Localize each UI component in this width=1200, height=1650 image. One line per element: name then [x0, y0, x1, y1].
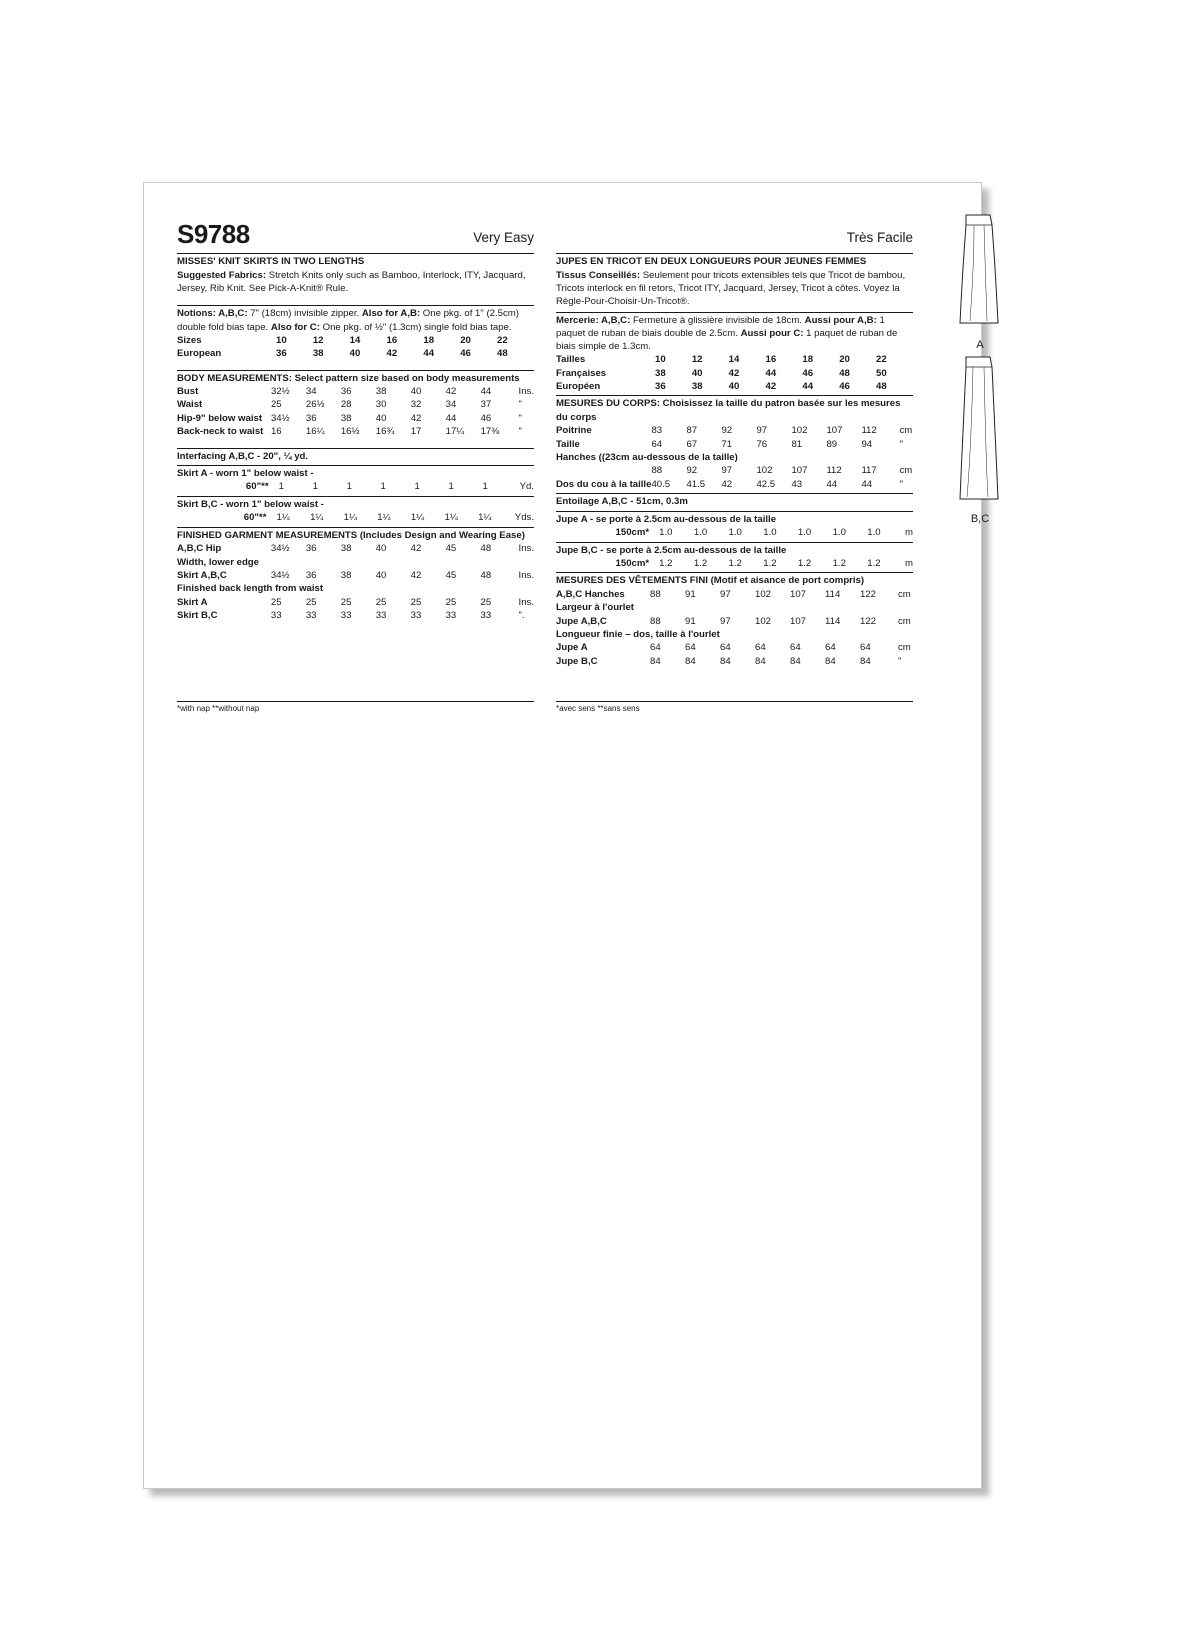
unit-cell: cm: [899, 425, 913, 437]
table-cell: 34: [445, 399, 457, 411]
table-cell: 42: [386, 348, 398, 360]
table-cell: 25: [410, 596, 422, 608]
table-cell: 1.2: [763, 557, 777, 569]
body-measurements-title: BODY MEASUREMENTS: Select pattern size based on body measurements: [177, 372, 520, 384]
table-cell: 25: [375, 596, 387, 608]
row-label: Skirt A,B,C: [177, 569, 227, 581]
table-cell: 16¼: [305, 426, 325, 438]
table-cell: 36: [305, 569, 317, 581]
row-label: Jupe A,B,C: [556, 615, 607, 627]
table-cell: 107: [790, 588, 807, 600]
table-cell: 42.5: [756, 478, 776, 490]
unit-cell: cm: [898, 642, 911, 654]
unit-cell: ": [898, 655, 902, 667]
pattern-title-fr: JUPES EN TRICOT EN DEUX LONGUEURS POUR JEUNES FEMMES: [556, 256, 867, 267]
table-cell: 25: [480, 596, 492, 608]
table-cell: 1: [482, 481, 488, 493]
table-cell: 14: [349, 334, 361, 346]
table-cell: 41.5: [686, 478, 706, 490]
row-label: [556, 464, 651, 477]
skirt-bc-yardage-title-fr: Jupe B,C - se porte à 2.5cm au-dessous de la taille: [556, 544, 787, 556]
table-row: [556, 367, 913, 380]
table-cell: 1.0: [832, 527, 846, 539]
view-a-label: A: [976, 339, 984, 351]
row-label: Waist: [177, 399, 203, 411]
table-cell: 33: [445, 610, 457, 622]
skirt-a-yardage-title-fr: Jupe A - se porte à 2.5cm au-dessous de la taille: [556, 513, 777, 525]
skirt-bc-yardage-table: [177, 511, 534, 524]
table-cell: 38: [654, 367, 666, 379]
table-cell: 40.5: [651, 478, 671, 490]
notions-fr: Mercerie: A,B,C: Fermeture à glissière invisible de 18cm. Aussi pour A,B: 1 paquet de ruban de biais double de 2.5cm. Aussi pour C: 1 paquet de ruban de biais simple de 1.3cm.: [556, 314, 898, 353]
table-cell: 25: [445, 596, 457, 608]
table-cell: 1: [448, 481, 454, 493]
table-cell: 16: [386, 334, 398, 346]
view-bc-label: B,C: [970, 513, 990, 525]
table-row: [177, 425, 534, 438]
table-cell: 1.0: [693, 527, 708, 539]
table-cell: 46: [460, 348, 471, 360]
table-cell: 34½: [270, 569, 290, 581]
table-cell: 48: [480, 569, 492, 581]
table-cell: 1¼: [444, 512, 458, 524]
table-cell: 44: [765, 367, 777, 379]
table-cell: 44: [423, 348, 435, 360]
table-cell: 48: [839, 367, 850, 379]
table-cell: 20: [839, 354, 850, 366]
table-row: [556, 438, 913, 451]
table-cell: 42: [765, 381, 777, 393]
table-row: [177, 480, 534, 493]
table-cell: 64: [685, 642, 696, 654]
table-row: [177, 569, 534, 582]
table-cell: 33: [305, 610, 317, 622]
table-cell: 40: [691, 367, 703, 379]
table-cell: 40: [728, 381, 740, 393]
table-cell: 10: [275, 334, 287, 346]
table-cell: 36: [305, 412, 317, 424]
table-cell: 32½: [270, 386, 290, 398]
table-cell: 64: [860, 642, 871, 654]
table-cell: 25: [270, 399, 282, 411]
unit-cell: ": [899, 478, 903, 490]
table-cell: 92: [721, 425, 733, 437]
table-row: [556, 641, 913, 654]
table-cell: 46: [480, 412, 492, 424]
row-label: 60"**: [245, 481, 269, 493]
table-cell: 1: [312, 481, 318, 493]
row-label: A,B,C Hanches: [556, 588, 625, 600]
difficulty-label-fr: Très Facile: [846, 230, 913, 245]
table-cell: 40: [410, 386, 422, 398]
table-cell: 1¼: [377, 512, 391, 524]
table-cell: 1: [278, 481, 284, 493]
skirt-bc-yardage-table-fr: [556, 557, 913, 570]
table-row: [177, 385, 534, 398]
table-cell: 36: [654, 381, 666, 393]
pattern-title: MISSES' KNIT SKIRTS IN TWO LENGTHS: [177, 256, 365, 267]
table-cell: 102: [755, 615, 772, 627]
table-cell: 33: [270, 610, 282, 622]
table-cell: 42: [410, 569, 422, 581]
row-label: Back-neck to waist: [177, 426, 264, 438]
table-cell: 64: [720, 642, 731, 654]
table-cell: 42: [410, 412, 422, 424]
table-cell: 1¼: [310, 512, 324, 524]
sizes-table: [177, 334, 534, 361]
table-cell: 92: [686, 465, 698, 477]
table-cell: 1¼: [343, 512, 358, 524]
table-cell: 33: [375, 610, 387, 622]
unit-cell: Yd.: [519, 481, 534, 493]
unit-cell: Ins.: [518, 569, 534, 581]
skirt-bc-yardage-title: Skirt B,C - worn 1" below waist -: [177, 498, 324, 510]
table-cell: 16½: [340, 426, 360, 438]
table-cell: 44: [861, 478, 873, 490]
table-row: [177, 596, 534, 609]
table-cell: 42: [445, 386, 457, 398]
skirt-a-yardage-title: Skirt A - worn 1" below waist -: [177, 468, 314, 480]
table-cell: 46: [802, 367, 814, 379]
table-row: [556, 526, 913, 539]
row-label: 60"**: [243, 512, 267, 524]
table-cell: 33: [340, 610, 352, 622]
body-measurements-title-fr: MESURES DU CORPS: Choisissez la taille du patron basée sur les mesures du corps: [556, 398, 901, 423]
table-cell: 30: [375, 399, 387, 411]
table-cell: 97: [756, 425, 768, 437]
table-cell: 25: [270, 596, 282, 608]
table-cell: 26½: [305, 399, 325, 411]
difficulty-label: Very Easy: [473, 230, 534, 245]
table-cell: 1.2: [797, 557, 812, 569]
table-cell: 122: [860, 588, 877, 600]
row-label: Hanches ((23cm au-dessous de la taille): [556, 452, 738, 464]
skirt-bc-sketch: [954, 353, 1004, 503]
table-row: [556, 424, 913, 437]
table-cell: 36: [275, 348, 287, 360]
row-label: Dos du cou à la taille: [556, 478, 652, 490]
table-cell: 34: [305, 386, 317, 398]
table-cell: 1.0: [867, 527, 881, 539]
table-cell: 71: [721, 438, 733, 450]
table-cell: 37: [480, 399, 492, 411]
table-cell: 22: [876, 354, 887, 366]
table-cell: 40: [375, 569, 387, 581]
table-cell: 64: [755, 642, 766, 654]
row-label: Bust: [177, 386, 199, 398]
table-cell: 114: [825, 615, 841, 627]
unit-cell: Ins.: [518, 596, 534, 608]
table-cell: 64: [651, 438, 663, 450]
table-cell: 36: [305, 543, 317, 555]
table-cell: 20: [460, 334, 471, 346]
row-label: Européen: [556, 381, 601, 393]
row-label: European: [177, 348, 222, 360]
unit-cell: m: [905, 527, 913, 539]
unit-cell: m: [905, 557, 913, 569]
finished-measurements-title: FINISHED GARMENT MEASUREMENTS (Includes Design and Wearing Ease): [177, 529, 525, 541]
table-cell: 16¾: [375, 426, 395, 438]
table-cell: 107: [791, 465, 808, 477]
unit-cell: ".: [518, 610, 525, 622]
table-cell: 38: [340, 569, 352, 581]
row-label: Skirt A: [177, 596, 208, 608]
table-cell: 32: [410, 399, 422, 411]
table-cell: 16: [765, 354, 777, 366]
table-cell: 1.0: [728, 527, 742, 539]
table-row: [177, 347, 534, 360]
body-measurements-table: [177, 385, 534, 439]
table-cell: 84: [755, 655, 766, 667]
table-cell: 17¼: [445, 426, 465, 438]
table-cell: 81: [791, 438, 803, 450]
table-row: [177, 582, 534, 595]
table-cell: 33: [480, 610, 492, 622]
table-cell: 83: [651, 425, 663, 437]
unit-cell: Ins.: [518, 543, 534, 555]
row-label: Skirt B,C: [177, 610, 218, 622]
table-row: [556, 601, 913, 614]
table-row: [177, 609, 534, 622]
table-cell: 1: [414, 481, 420, 493]
finished-measurements-table-fr: [556, 588, 913, 668]
row-label: Taille: [556, 438, 580, 450]
table-cell: 122: [860, 615, 877, 627]
table-cell: 38: [375, 386, 387, 398]
table-cell: 17: [410, 426, 422, 438]
table-cell: 88: [651, 465, 663, 477]
table-cell: 107: [826, 425, 843, 437]
interfacing: Interfacing A,B,C - 20", ¼ yd.: [177, 450, 309, 462]
row-label: 150cm*: [615, 527, 650, 539]
interfacing-fr: Entoilage A,B,C - 51cm, 0.3m: [556, 496, 688, 508]
table-cell: 97: [721, 465, 733, 477]
unit-cell: ": [899, 438, 903, 450]
table-cell: 64: [790, 642, 801, 654]
table-row: [177, 556, 534, 569]
table-row: [556, 615, 913, 628]
skirt-a-yardage-table-fr: [556, 526, 913, 539]
table-cell: 107: [790, 615, 807, 627]
table-cell: 1: [346, 481, 352, 493]
table-cell: 67: [686, 438, 698, 450]
table-cell: 44: [826, 478, 838, 490]
table-cell: 88: [650, 588, 661, 600]
pattern-number: S9788: [177, 219, 250, 249]
unit-cell: cm: [899, 465, 913, 477]
table-cell: 33: [410, 610, 422, 622]
table-cell: 87: [686, 425, 698, 437]
table-row: [177, 412, 534, 425]
table-cell: 12: [312, 334, 324, 346]
unit-cell: Yds.: [514, 512, 534, 524]
table-cell: 1¼: [478, 512, 492, 524]
table-cell: 17⅜: [480, 426, 500, 438]
table-cell: 84: [825, 655, 836, 667]
row-label: Finished back length from waist: [177, 583, 324, 595]
table-cell: 112: [861, 425, 877, 437]
table-cell: 94: [861, 438, 873, 450]
row-label: Poitrine: [556, 425, 592, 437]
table-cell: 1.0: [797, 527, 812, 539]
row-label: Jupe B,C: [556, 655, 598, 667]
table-cell: 84: [790, 655, 801, 667]
table-cell: 38: [312, 348, 324, 360]
table-row: [556, 478, 913, 491]
table-cell: 1¼: [410, 512, 425, 524]
table-cell: 38: [691, 381, 703, 393]
unit-cell: cm: [898, 615, 911, 627]
unit-cell: cm: [898, 588, 911, 600]
table-row: [556, 380, 913, 393]
table-row: [177, 334, 534, 347]
table-cell: 10: [654, 354, 666, 366]
table-row: [177, 542, 534, 555]
table-cell: 45: [445, 543, 457, 555]
notions: Notions: A,B,C: 7" (18cm) invisible zipper. Also for A,B: One pkg. of 1" (2.5cm) double fold bias tape. Also for C: One pkg. of ½" (1.3cm) single fold bias tape.: [177, 308, 519, 333]
table-cell: 1¼: [276, 512, 290, 524]
table-cell: 1.2: [659, 557, 673, 569]
table-cell: 97: [720, 615, 731, 627]
row-label: Largeur à l'ourlet: [556, 602, 634, 614]
table-cell: 84: [860, 655, 871, 667]
row-label: Hip-9" below waist: [177, 412, 263, 424]
table-cell: 38: [340, 412, 352, 424]
table-row: [556, 353, 913, 366]
table-cell: 40: [375, 543, 387, 555]
table-cell: 64: [650, 642, 661, 654]
finished-measurements-title-fr: MESURES DES VÊTEMENTS FINI (Motif et aisance de port compris): [556, 575, 865, 587]
table-cell: 64: [825, 642, 836, 654]
table-cell: 117: [861, 465, 877, 477]
table-row: [556, 655, 913, 668]
table-cell: 112: [826, 465, 842, 477]
table-row: [556, 451, 913, 464]
table-cell: 42: [410, 543, 422, 555]
row-label: Jupe A: [556, 642, 588, 654]
french-column: [556, 227, 913, 668]
table-cell: 91: [685, 588, 696, 600]
table-cell: 40: [375, 412, 387, 424]
footnote-fr: *avec sens **sans sens: [556, 704, 640, 713]
table-cell: 44: [480, 386, 492, 398]
table-cell: 34½: [270, 412, 290, 424]
row-label: Françaises: [556, 367, 607, 379]
footnote: *with nap **without nap: [177, 704, 260, 713]
table-cell: 48: [876, 381, 887, 393]
table-cell: 25: [305, 596, 317, 608]
table-cell: 91: [685, 615, 696, 627]
table-cell: 1.2: [693, 557, 708, 569]
table-cell: 1.2: [832, 557, 846, 569]
table-cell: 44: [802, 381, 814, 393]
unit-cell: Ins.: [518, 386, 534, 398]
table-cell: 43: [791, 478, 803, 490]
body-measurements-table-fr: [556, 424, 913, 491]
table-cell: 1: [380, 481, 386, 493]
table-cell: 102: [755, 588, 772, 600]
table-cell: 84: [650, 655, 661, 667]
skirt-a-sketch: [954, 211, 1004, 331]
table-cell: 97: [720, 588, 731, 600]
table-cell: 45: [445, 569, 457, 581]
table-cell: 18: [423, 334, 435, 346]
table-cell: 48: [497, 348, 508, 360]
table-cell: 1.0: [763, 527, 777, 539]
table-row: [177, 511, 534, 524]
finished-measurements-table: [177, 542, 534, 622]
skirt-a-yardage-table: [177, 480, 534, 493]
table-cell: 42: [728, 367, 740, 379]
table-cell: 1.2: [728, 557, 742, 569]
table-cell: 114: [825, 588, 841, 600]
table-cell: 48: [480, 543, 492, 555]
table-cell: 102: [756, 465, 773, 477]
row-label: Tailles: [556, 354, 586, 366]
table-cell: 28: [340, 399, 352, 411]
pattern-back-sheet: [143, 182, 990, 1489]
table-cell: 34½: [270, 543, 290, 555]
table-cell: 22: [497, 334, 508, 346]
row-label: 150cm*: [615, 557, 650, 569]
table-cell: 84: [685, 655, 696, 667]
english-column: [177, 219, 534, 623]
table-cell: 16: [270, 426, 282, 438]
sizes-table-fr: [556, 353, 913, 393]
row-label: A,B,C Hip: [177, 543, 222, 555]
table-cell: 84: [720, 655, 731, 667]
table-cell: 18: [802, 354, 814, 366]
table-cell: 14: [728, 354, 740, 366]
suggested-fabrics-fr: Tissus Conseillés: Seulement pour tricots extensibles tels que Tricot de bambou, Tricots interlock en fil retors, Tricot ITY, Jacquard, Jersey, Tricot à côtes. Voyez la Règle-Pour-Choisir-Un-Tricot®.: [556, 270, 906, 308]
table-cell: 42: [721, 478, 733, 490]
table-cell: 89: [826, 438, 838, 450]
table-cell: 38: [340, 543, 352, 555]
row-label: Width, lower edge: [177, 556, 259, 568]
table-cell: 88: [650, 615, 661, 627]
unit-cell: ": [518, 399, 522, 411]
table-cell: 102: [791, 425, 808, 437]
table-cell: 44: [445, 412, 457, 424]
unit-cell: ": [518, 412, 522, 424]
table-row: [556, 557, 913, 570]
table-row: [177, 398, 534, 411]
table-row: [556, 588, 913, 601]
row-label: Sizes: [177, 334, 202, 346]
table-row: [556, 464, 913, 477]
suggested-fabrics: Suggested Fabrics: Stretch Knits only such as Bamboo, Interlock, ITY, Jacquard, Jersey, Rib Knit. See Pick-A-Knit® Rule.: [177, 270, 526, 295]
table-cell: 1.0: [659, 527, 673, 539]
table-cell: 46: [839, 381, 850, 393]
table-cell: 25: [340, 596, 352, 608]
table-cell: 50: [876, 367, 887, 379]
table-cell: 36: [340, 386, 352, 398]
table-cell: 1.2: [867, 557, 881, 569]
row-label: Longueur finie – dos, taille à l'ourlet: [556, 628, 720, 640]
table-cell: 76: [756, 438, 768, 450]
table-cell: 40: [349, 348, 361, 360]
table-row: [556, 628, 913, 641]
table-cell: 12: [691, 354, 703, 366]
unit-cell: ": [518, 426, 522, 438]
